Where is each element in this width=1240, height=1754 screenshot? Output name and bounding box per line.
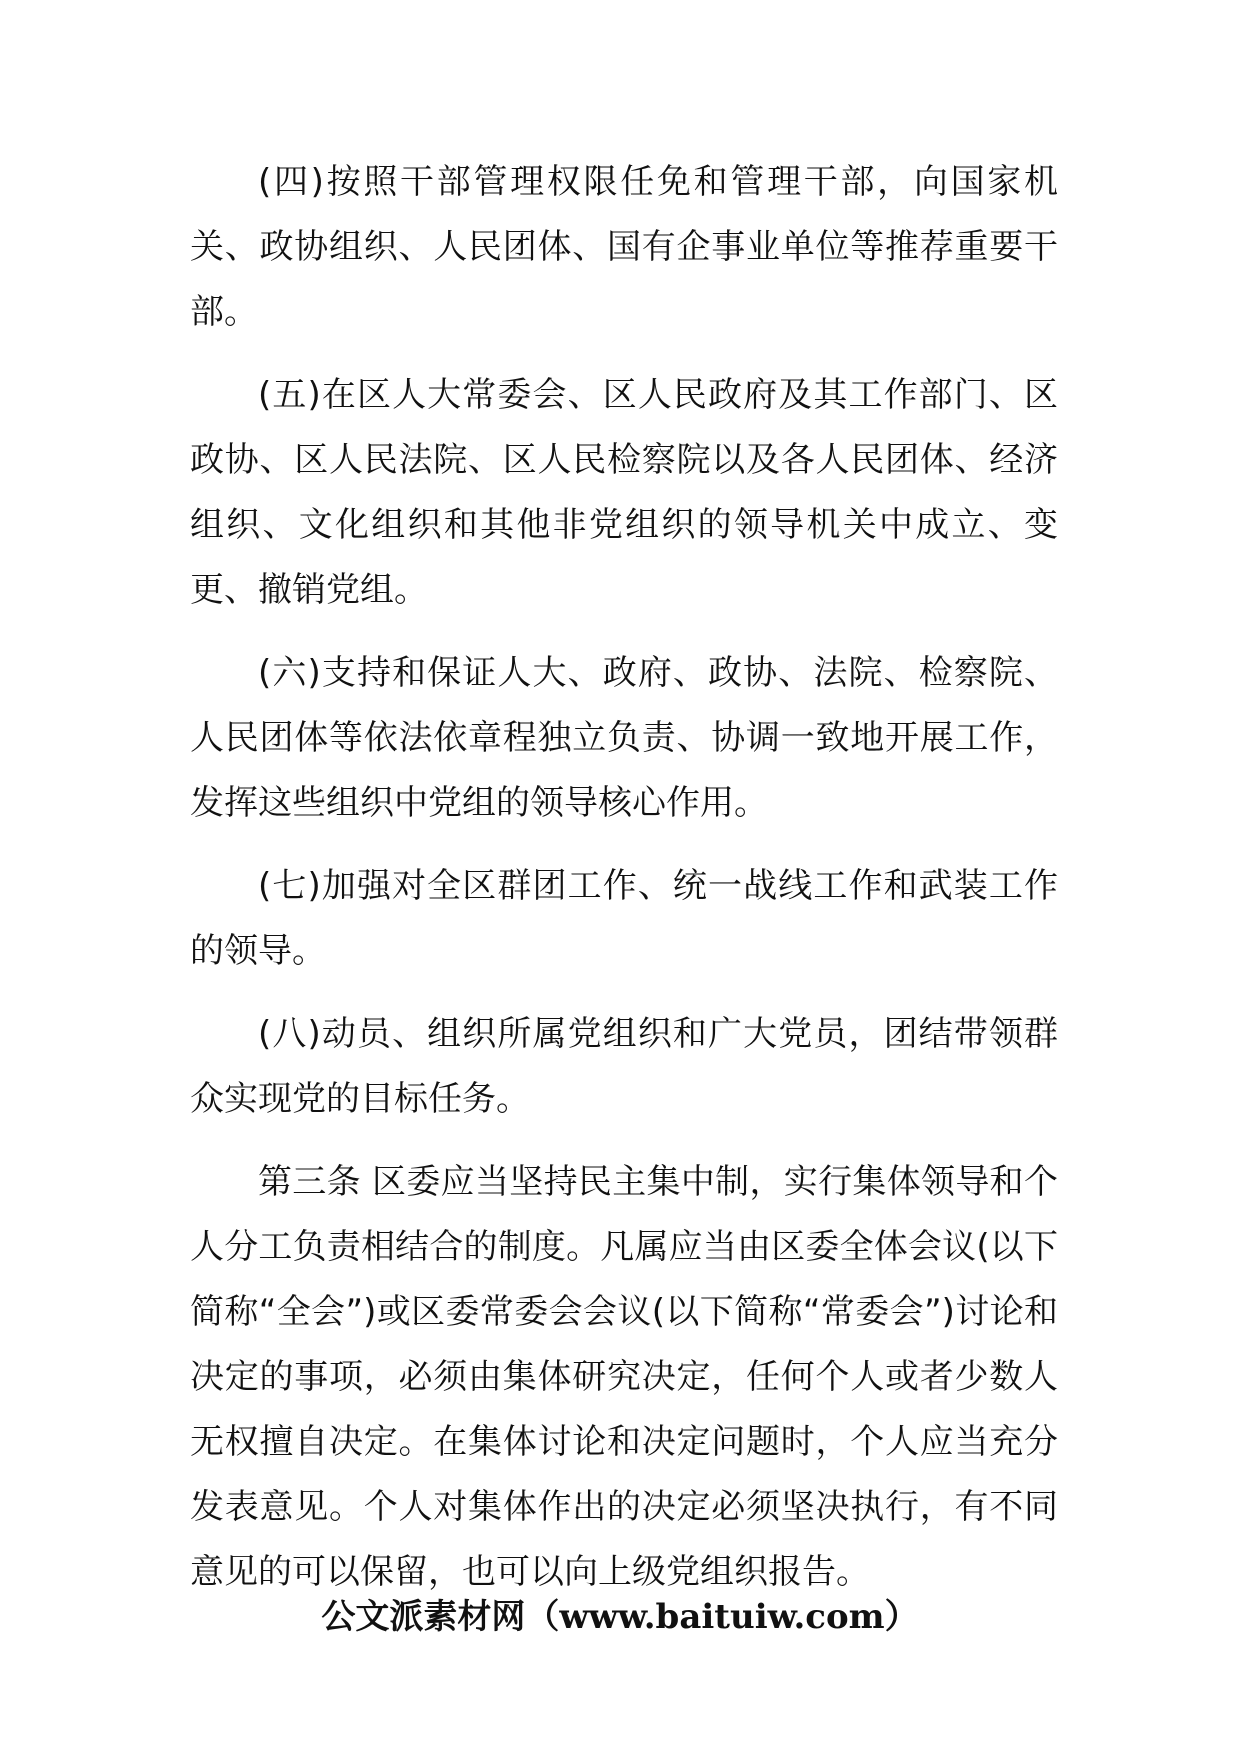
paragraph-item-5: (五)在区人大常委会、区人民政府及其工作部门、区政协、区人民法院、区人民检察院以及各人民团体、经济组织、文化组织和其他非党组织的领导机关中成立、变更、撤销党组。 [190,375,1058,610]
article-three-paragraph: 第三条 区委应当坚持民主集中制，实行集体领导和个人分工负责相结合的制度。凡属应当由区委全体会议(以下简称“全会”)或区委常委会会议(以下简称“常委会”)讨论和决定的事项，必须由集体研究决定，任何个人或者少数人无权擅自决定。在集体讨论和决定问题时，个人应当充分发表意见。个人对集体作出的决定必须坚决执行，有不同意见的可以保留，也可以向上级党组织报告。 [190,1162,1058,1592]
footer-watermark: 公文派素材网（www.baituiw.com） [321,1597,919,1637]
paragraph-item-6: (六)支持和保证人大、政府、政协、法院、检察院、人民团体等依法依章程独立负责、协调一致地开展工作，发挥这些组织中党组的领导核心作用。 [190,653,1058,823]
document-body [190,150,1058,1623]
paragraph-item-8: (八)动员、组织所属党组织和广大党员，团结带领群众实现党的目标任务。 [190,1014,1058,1119]
paragraph-item-7: (七)加强对全区群团工作、统一战线工作和武装工作的领导。 [190,866,1058,971]
paragraph-item-4: (四)按照干部管理权限任免和管理干部，向国家机关、政协组织、人民团体、国有企事业单位等推荐重要干部。 [190,162,1058,332]
